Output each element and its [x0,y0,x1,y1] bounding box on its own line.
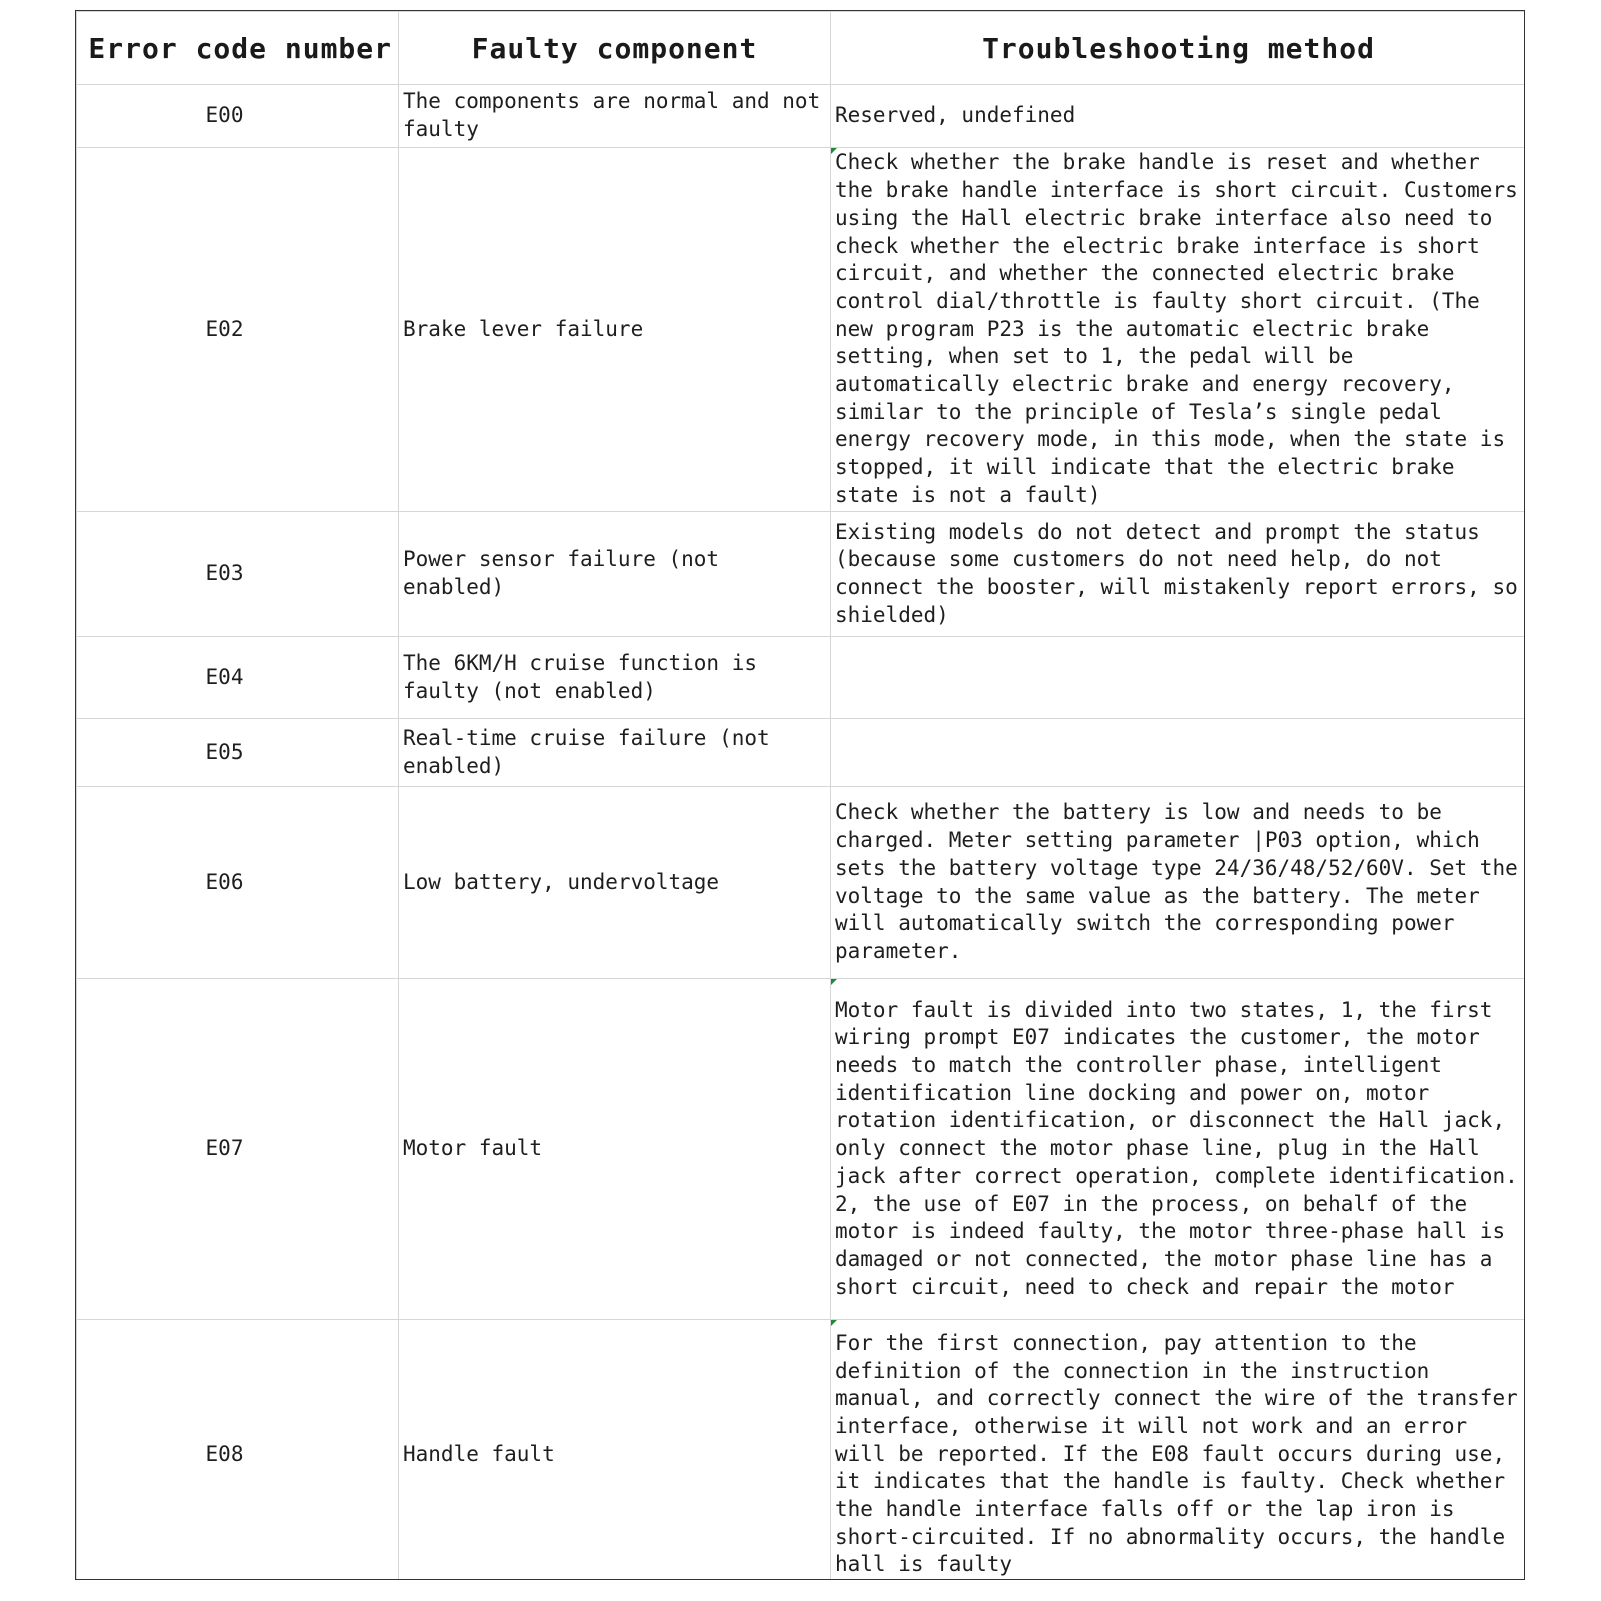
component-cell: Motor fault [399,979,831,1320]
method-cell [831,979,1526,1320]
component-cell: The 6KM/H cruise function is faulty (not enabled) [399,637,831,719]
table-row [77,979,1526,1320]
error-code-table [76,11,1525,1580]
error-code-cell: E06 [77,787,399,979]
table-row [77,148,1526,512]
error-code-cell: E07 [77,979,399,1320]
table-row [77,787,1526,979]
component-cell: Power sensor failure (not enabled) [399,512,831,637]
table-row [77,1320,1526,1581]
method-cell [831,148,1526,512]
error-code-cell: E05 [77,719,399,787]
error-code-cell: E04 [77,637,399,719]
table-row [77,512,1526,637]
comment-marker-icon [831,148,837,154]
error-code-cell: E00 [77,85,399,148]
method-cell: Reserved, undefined [831,85,1526,148]
table-row [77,85,1526,148]
component-cell: Handle fault [399,1320,831,1581]
component-cell: Brake lever failure [399,148,831,512]
header-row [77,12,1526,85]
error-code-table-sheet [75,10,1525,1580]
error-code-cell: E02 [77,148,399,512]
component-cell: Low battery, undervoltage [399,787,831,979]
error-code-cell: E03 [77,512,399,637]
table-row [77,637,1526,719]
comment-marker-icon [831,979,837,985]
method-text: Check whether the brake handle is reset and whether the brake handle interface is short circuit. Customers using the Hall electric brake interface also need to check whether the electric brake interface is short circuit, and whether the connected electric brake control dial/throttle is faulty short circuit. (The new program P23 is the automatic electric brake setting, when set to 1, the pedal will be automatically electric brake and energy recovery, similar to the principle of Tesla’s single pedal energy recovery mode, in this mode, when the state is stopped, it will indicate that the electric brake state is not a fault) [835,150,1518,507]
method-cell [831,637,1526,719]
method-cell: Existing models do not detect and prompt the status (because some customers do not need help, do not connect the booster, will mistakenly report errors, so shielded) [831,512,1526,637]
method-text: Motor fault is divided into two states, 1, the first wiring prompt E07 indicates the customer, the motor needs to match the controller phase, intelligent identification line docking and power on, motor rotation identification, or disconnect the Hall jack, only connect the motor phase line, plug in the Hall jack after correct operation, complete identification. 2, the use of E07 in the process, on behalf of the motor is indeed faulty, the motor three-phase hall is damaged or not connected, the motor phase line has a short circuit, need to check and repair the motor [835,997,1518,1299]
method-text: For the first connection, pay attention to the definition of the connection in the instruction manual, and correctly connect the wire of the transfer interface, otherwise it will not work and an error will be reported. If the E08 fault occurs during use, it indicates that the handle is faulty. Check whether the handle interface falls off or the lap iron is short-circuited. If no abnormality occurs, the handle hall is faulty [835,1330,1518,1577]
method-cell [831,1320,1526,1581]
comment-marker-icon [831,1320,837,1326]
header-faulty-component: Faulty component [399,12,831,85]
header-troubleshooting-method: Troubleshooting method [831,12,1526,85]
error-code-cell: E08 [77,1320,399,1581]
method-cell [831,719,1526,787]
table-row [77,719,1526,787]
component-cell: Real-time cruise failure (not enabled) [399,719,831,787]
header-error-code: Error code number [77,12,399,85]
method-cell: Check whether the battery is low and needs to be charged. Meter setting parameter |P03 option, which sets the battery voltage type 24/36/48/52/60V. Set the voltage to the same value as the battery. The meter will automatically switch the corresponding power parameter. [831,787,1526,979]
component-cell: The components are normal and not faulty [399,85,831,148]
